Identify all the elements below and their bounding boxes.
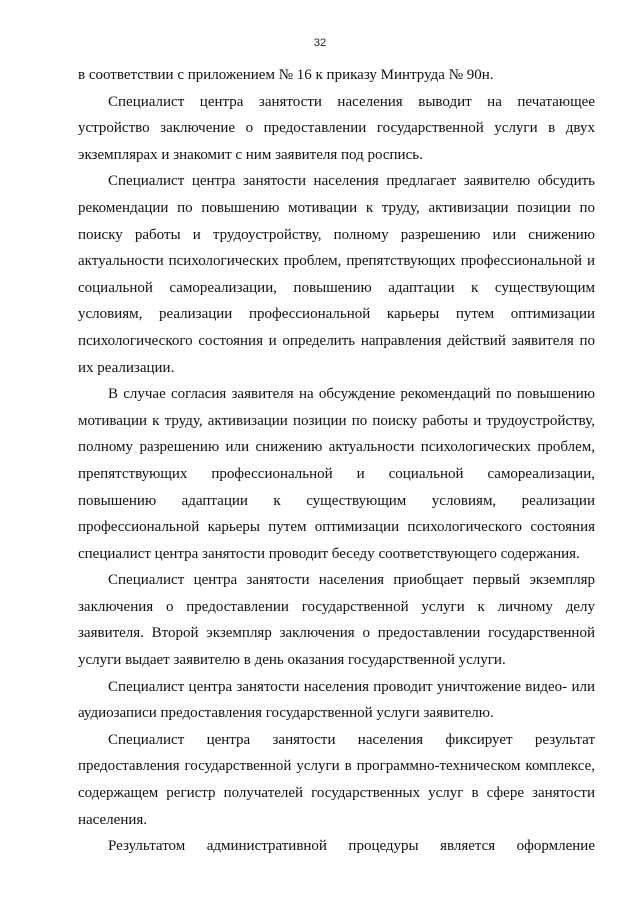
paragraph-print-conclusion: Специалист центра занятости населения выводит на печатающее устройство заключение о предоставлении государственной услуги в двух экземплярах и знакомит с ним заявителя под роспись. — [78, 93, 595, 163]
paragraph-record-result: Специалист центра занятости населения фиксирует результат предоставления государственной услуги в программно-техническом комплексе, содержащем регистр получателей государственных услуг в сфере занятости населения. — [78, 731, 595, 828]
paragraph-procedure-result: Результатом административной процедуры является оформление — [108, 838, 595, 855]
paragraph-continuation: в соответствии с приложением № 16 к приказу Минтруда № 90н. — [78, 67, 494, 83]
paragraph-attach-conclusion: Специалист центра занятости населения приобщает первый экземпляр заключения о предоставлении государственной услуги к личному делу заявителя. Второй экземпляр заключения о предоставлении государственной услуги выдает заявителю в день оказания государственной услуги. — [78, 572, 595, 669]
paragraph-destroy-recording: Специалист центра занятости населения проводит уничтожение видео- или аудиозаписи предоставления государственной услуги заявителю. — [78, 678, 595, 722]
document-body — [78, 62, 595, 860]
paragraph-consent-conversation: В случае согласия заявителя на обсуждение рекомендаций по повышению мотивации к труду, активизации позиции по поиску работы и трудоустройству, полному разрешению или снижению актуальности психологических проблем, препятствующих профессиональной и социальной самореализации, повышению адаптации к существующим условиям, реализации профессиональной карьеры путем оптимизации психологического состояния специалист центра занятости проводит беседу соответствующего содержания. — [78, 386, 595, 562]
paragraph-discuss-recommendations: Специалист центра занятости населения предлагает заявителю обсудить рекомендации по повышению мотивации к труду, активизации позиции по поиску работы и трудоустройству, полному разрешению или снижению актуальности психологических проблем, препятствующих профессиональной и социальной самореализации, повышению адаптации к существующим условиям, реализации профессиональной карьеры путем оптимизации психологического состояния и определить направления действий заявителя по их реализации. — [78, 173, 595, 376]
page-number: 32 — [313, 37, 327, 49]
